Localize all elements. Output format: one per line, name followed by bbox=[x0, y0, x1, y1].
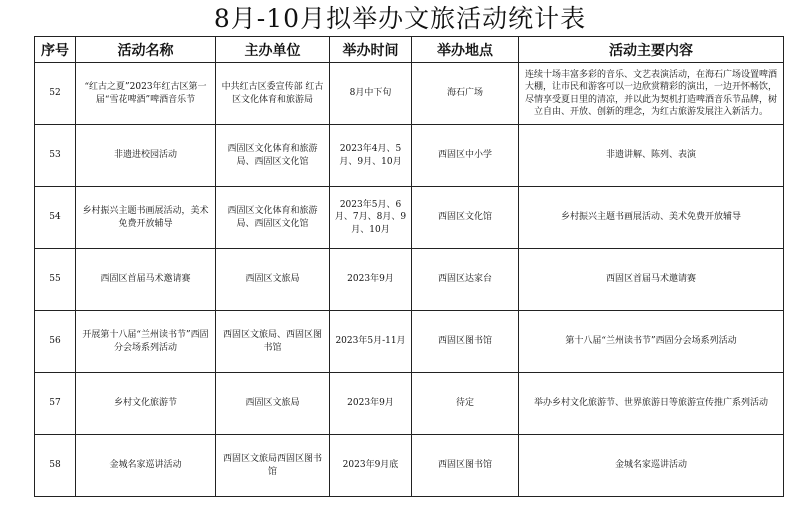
cell-place: 待定 bbox=[412, 373, 519, 435]
cell-place: 海石广场 bbox=[412, 63, 519, 125]
cell-organizer: 西固区文化体育和旅游局、西固区文化馆 bbox=[216, 125, 330, 187]
cell-time: 2023年9月 bbox=[330, 373, 412, 435]
cell-place: 西固区图书馆 bbox=[412, 311, 519, 373]
cell-place: 西固区文化馆 bbox=[412, 187, 519, 249]
cell-time: 2023年9月底 bbox=[330, 435, 412, 497]
cell-number: 58 bbox=[35, 435, 76, 497]
cell-number: 54 bbox=[35, 187, 76, 249]
table-row bbox=[35, 125, 784, 187]
table-row bbox=[35, 249, 784, 311]
table-row bbox=[35, 63, 784, 125]
cell-activity-name: 乡村文化旅游节 bbox=[76, 373, 216, 435]
table-row bbox=[35, 187, 784, 249]
header-time: 举办时间 bbox=[330, 37, 412, 63]
cell-activity-name: 乡村振兴主题书画展活动，美术免费开放辅导 bbox=[76, 187, 216, 249]
cell-activity-name: 开展第十八届“兰州读书节”西固分会场系列活动 bbox=[76, 311, 216, 373]
cell-content: 金城名家巡讲活动 bbox=[519, 435, 784, 497]
cell-organizer: 中共红古区委宣传部 红古区文化体育和旅游局 bbox=[216, 63, 330, 125]
header-row bbox=[35, 37, 784, 63]
cell-number: 56 bbox=[35, 311, 76, 373]
cell-number: 53 bbox=[35, 125, 76, 187]
cell-content: 第十八届“兰州读书节”西固分会场系列活动 bbox=[519, 311, 784, 373]
cell-time: 2023年9月 bbox=[330, 249, 412, 311]
cell-content: 举办乡村文化旅游节、世界旅游日等旅游宣传推广系列活动 bbox=[519, 373, 784, 435]
cell-content: 乡村振兴主题书画展活动、美术免费开放辅导 bbox=[519, 187, 784, 249]
cell-content: 连续十场丰富多彩的音乐、文艺表演活动，在海石广场设置啤酒大棚，让市民和游客可以一边欣赏精彩的演出，一边开怀畅饮，尽情享受夏日里的清凉，并以此为契机打造啤酒音乐节品牌，树立自由、开放、创新的理念，为红古旅游发展注入新活力。 bbox=[519, 63, 784, 125]
cell-time: 2023年5月、6月、7月、8月、9月、10月 bbox=[330, 187, 412, 249]
cell-time: 2023年5月-11月 bbox=[330, 311, 412, 373]
table-row bbox=[35, 373, 784, 435]
table-row bbox=[35, 311, 784, 373]
table-row bbox=[35, 435, 784, 497]
header-activity-name: 活动名称 bbox=[76, 37, 216, 63]
cell-number: 57 bbox=[35, 373, 76, 435]
cell-number: 52 bbox=[35, 63, 76, 125]
cell-organizer: 西固区文化体育和旅游局、西固区文化馆 bbox=[216, 187, 330, 249]
header-place: 举办地点 bbox=[412, 37, 519, 63]
cell-organizer: 西固区文旅局 bbox=[216, 373, 330, 435]
cell-content: 非遗讲解、陈列、表演 bbox=[519, 125, 784, 187]
cell-organizer: 西固区文旅局、西固区图书馆 bbox=[216, 311, 330, 373]
cell-place: 西固区达家台 bbox=[412, 249, 519, 311]
cell-activity-name: 非遗进校园活动 bbox=[76, 125, 216, 187]
cell-activity-name: 金城名家巡讲活动 bbox=[76, 435, 216, 497]
header-organizer: 主办单位 bbox=[216, 37, 330, 63]
cell-number: 55 bbox=[35, 249, 76, 311]
cell-place: 西固区图书馆 bbox=[412, 435, 519, 497]
header-number: 序号 bbox=[35, 37, 76, 63]
cell-organizer: 西固区文旅局 bbox=[216, 249, 330, 311]
cell-time: 8月中下旬 bbox=[330, 63, 412, 125]
cell-time: 2023年4月、5月、9月、10月 bbox=[330, 125, 412, 187]
cell-content: 西固区首届马术邀请赛 bbox=[519, 249, 784, 311]
page-title: 8月-10月拟举办文旅活动统计表 bbox=[213, 4, 587, 33]
activity-table bbox=[34, 36, 784, 497]
cell-activity-name: 西固区首届马术邀请赛 bbox=[76, 249, 216, 311]
header-content: 活动主要内容 bbox=[519, 37, 784, 63]
cell-place: 西固区中小学 bbox=[412, 125, 519, 187]
cell-organizer: 西固区文旅局西固区图书馆 bbox=[216, 435, 330, 497]
cell-activity-name: “红古之夏”2023年红古区第一届“雪花啤酒”啤酒音乐节 bbox=[76, 63, 216, 125]
